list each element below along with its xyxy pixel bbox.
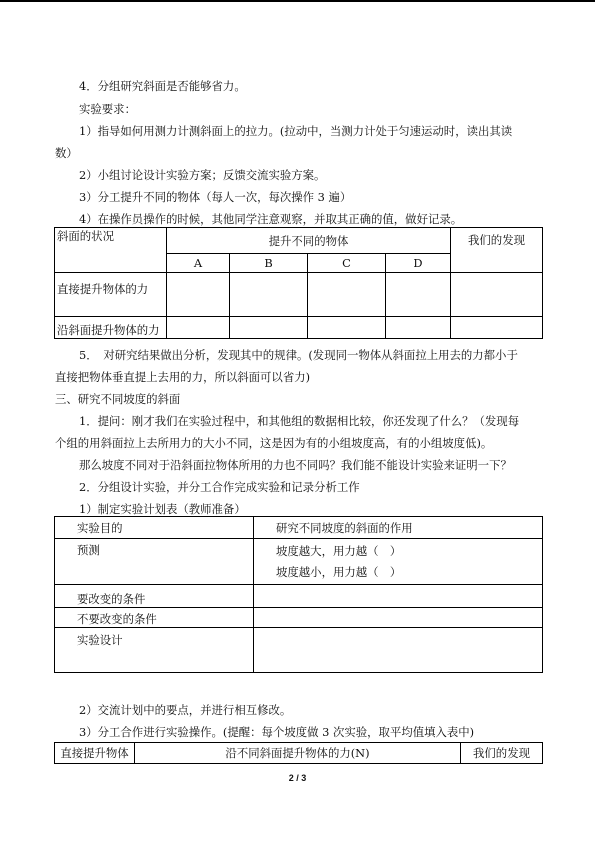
step-2-2: 2）交流计划中的要点，并进行相互修改。 [79, 703, 292, 717]
cell-empty [167, 317, 230, 339]
question-1-line3: 那么坡度不同对于沿斜面拉物体所用的力也不同吗？我们能不能设计实验来证明一下？ [79, 458, 512, 472]
header-findings: 我们的发现 [451, 228, 543, 273]
requirement-3: 3）分工提升不同的物体（每人一次，每次操作 3 遍） [79, 190, 352, 204]
section-4-heading: 4．分组研究斜面是否能够省力。 [79, 79, 246, 93]
prediction-label: 预测 [55, 539, 254, 585]
cell-empty [167, 273, 230, 317]
header-objects: 提升不同的物体 [167, 228, 451, 254]
col-slope-force: 沿不同斜面提升物体的力(N) [135, 743, 461, 764]
fixed-condition-label: 不要改变的条件 [55, 608, 254, 628]
cell-empty [308, 317, 386, 339]
object-a: A [167, 254, 230, 273]
cell-empty [230, 273, 308, 317]
plan-table [54, 516, 543, 673]
step-2: 2．分组设计实验，并分工合作完成实验和记录分析工作 [79, 480, 360, 494]
requirement-4: 4）在操作员操作的时候，其他同学注意观察，并取其正确的值，做好记录。 [79, 212, 463, 226]
header-slope-state: 斜面的状况 [55, 228, 167, 273]
page-top-border [0, 0, 595, 2]
question-1-line2: 个组的用斜面拉上去所用力的大小不同，这是因为有的小组坡度高，有的小组坡度低)。 [55, 436, 493, 450]
results-table [54, 227, 543, 339]
step-2-3: 3）分工合作进行实验操作。(提醒：每个坡度做 3 次实验，取平均值填入表中) [79, 725, 475, 739]
cell-empty [451, 317, 543, 339]
prediction-cell [254, 539, 543, 585]
col-direct-lift: 直接提升物体 [55, 743, 135, 764]
object-b: B [230, 254, 308, 273]
row-direct-lift: 直接提升物体的力 [55, 273, 167, 317]
col-findings: 我们的发现 [461, 743, 543, 764]
requirement-1-line1: 1）指导如何用测力计测斜面上的拉力。(拉动中，当测力计处于匀速运动时，读出其读 [79, 124, 513, 138]
cell-empty [254, 628, 543, 673]
object-c: C [308, 254, 386, 273]
question-1-line1: 1．提问：刚才我们在实验过程中，和其他组的数据相比较，你还发现了什么？（发现每 [79, 414, 520, 428]
slope-results-table [54, 742, 543, 764]
requirement-2: 2）小组讨论设计实验方案；反馈交流实验方案。 [79, 168, 326, 182]
cell-empty [230, 317, 308, 339]
purpose-label: 实验目的 [55, 517, 254, 539]
object-d: D [386, 254, 451, 273]
prediction-larger-slope: 坡度越大，用力越（ ） [276, 543, 402, 558]
design-label: 实验设计 [55, 628, 254, 673]
section-3-heading: 三、研究不同坡度的斜面 [55, 392, 181, 406]
changed-condition-label: 要改变的条件 [55, 585, 254, 608]
cell-empty [386, 317, 451, 339]
cell-empty [254, 585, 543, 608]
requirements-label: 实验要求： [79, 102, 136, 116]
cell-empty [308, 273, 386, 317]
prediction-smaller-slope: 坡度越小，用力越（ ） [276, 564, 402, 579]
cell-empty [254, 608, 543, 628]
cell-empty [451, 273, 543, 317]
section-5-line1: 5． 对研究结果做出分析，发现其中的规律。(发现同一物体从斜面拉上用去的力都小于 [79, 348, 518, 362]
page-number: 2 / 3 [288, 773, 307, 783]
purpose-value: 研究不同坡度的斜面的作用 [254, 517, 543, 539]
row-slope-lift: 沿斜面提升物体的力 [55, 317, 167, 339]
requirement-1-line2: 数） [55, 146, 78, 160]
cell-empty [386, 273, 451, 317]
step-2-1: 1）制定实验计划表（教师准备） [79, 502, 246, 516]
section-5-line2: 直接把物体垂直提上去用的力，所以斜面可以省力) [55, 370, 311, 384]
